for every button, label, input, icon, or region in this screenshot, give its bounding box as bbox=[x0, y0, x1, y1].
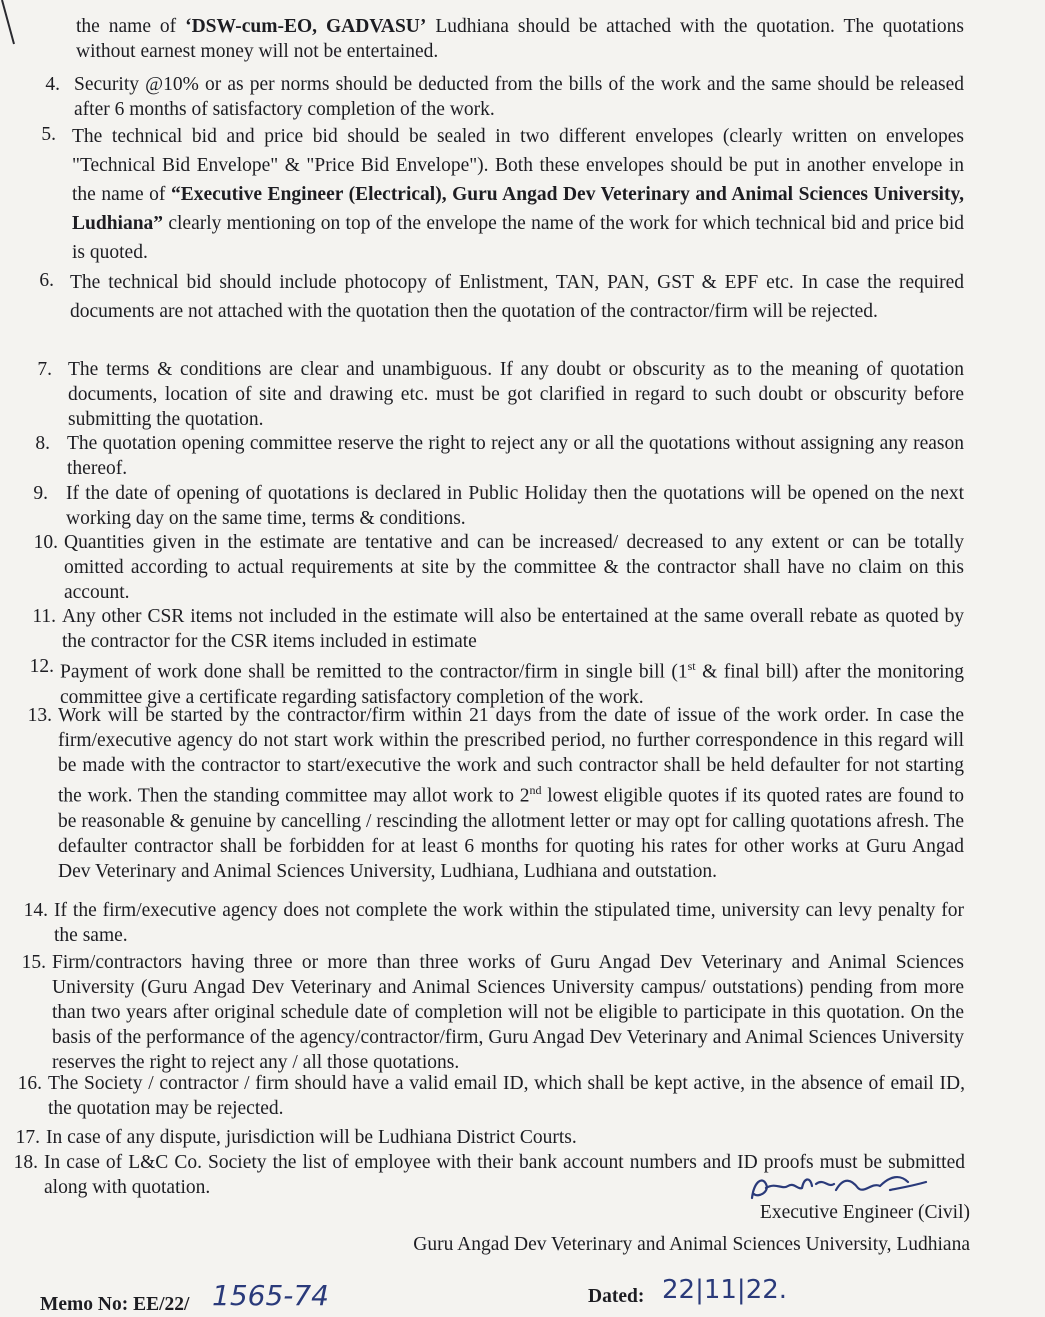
memo-label: Memo No: EE/22/ bbox=[40, 1294, 190, 1315]
list-item-number: 17. bbox=[15, 1127, 40, 1148]
list-item-number: 10. bbox=[33, 532, 58, 553]
page-fold-mark bbox=[0, 0, 30, 50]
list-item-number: 15. bbox=[21, 952, 46, 973]
item-12-superscript: st bbox=[687, 659, 696, 673]
intro-bold-name: ‘DSW-cum-EO, GADVASU’ bbox=[185, 16, 427, 37]
list-item-number: 4. bbox=[45, 74, 60, 95]
item-13-superscript: nd bbox=[529, 783, 542, 797]
list-item-number: 13. bbox=[27, 705, 52, 726]
item-13-text-start: Work will be started by the contractor/firm within 21 days from the date of issue of the work order. In case the firm/executive agency do not start work within the prescribed period, no further correspondence in this regard will be made with the contractor to start/executive the work and such contractor shall be held defaulter for not starting the work. Then the standing committee may allot work to 2 bbox=[58, 705, 964, 807]
dated-label: Dated: bbox=[588, 1286, 645, 1307]
list-item-text: If the firm/executive agency does not complete the work within the stipulated time, university can levy penalty for the same. bbox=[54, 900, 964, 946]
signatory-university: Guru Angad Dev Veterinary and Animal Sciences University, Ludhiana bbox=[413, 1234, 970, 1255]
list-item-text bbox=[60, 654, 964, 710]
list-item-text: The Society / contractor / firm should have a valid email ID, which shall be kept active, in the absence of email ID, the quotation may be rejected. bbox=[48, 1073, 965, 1119]
item-13-text-end: lowest eligible quotes if its quoted rates are found to be reasonable & genuine by cancelling / rescinding the allotment letter or may opt for calling quotations afresh. The defaulter contractor shall be forbidden for at least 6 months for quoting his rates for other works at Guru Angad Dev Veterinary and Animal Sciences University, Ludhiana, Ludhiana and outstation. bbox=[58, 785, 964, 882]
list-item-text: The quotation opening committee reserve the right to reject any or all the quotations without assigning any reason thereof. bbox=[67, 433, 964, 479]
item-5-bold-addressee: “Executive Engineer (Electrical), Guru Angad Dev Veterinary and Animal Sciences University, Ludhiana” bbox=[72, 184, 965, 234]
list-item-number: 8. bbox=[35, 433, 50, 454]
dated-value-handwritten: 22|11|22. bbox=[662, 1275, 788, 1305]
signatory-designation: Executive Engineer (Civil) bbox=[759, 1202, 970, 1223]
list-item-number: 12. bbox=[29, 656, 54, 677]
intro-text-start: the name of bbox=[76, 16, 186, 37]
list-item-number: 11. bbox=[32, 606, 56, 627]
list-item-text bbox=[58, 703, 964, 884]
item-12-text-end: & final bill) after the monitoring committee give a certificate regarding satisfactory completion of the work. bbox=[60, 661, 965, 708]
list-item-text: In case of any dispute, jurisdiction will be Ludhiana District Courts. bbox=[46, 1127, 577, 1148]
list-item-number: 7. bbox=[37, 359, 52, 380]
list-item-number: 9. bbox=[33, 483, 48, 504]
list-item-number: 16. bbox=[17, 1073, 42, 1094]
item-12-text-start: Payment of work done shall be remitted to the contractor/firm in single bill (1 bbox=[60, 661, 688, 683]
list-item-text: The technical bid should include photocopy of Enlistment, TAN, PAN, GST & EPF etc. In case the required documents are not attached with the quotation then the quotation of the contractor/firm will be rejected. bbox=[70, 272, 964, 322]
list-item-number: 18. bbox=[13, 1152, 38, 1173]
item-5-text-end: clearly mentioning on top of the envelope the name of the work for which technical bid and price bid is quoted. bbox=[72, 213, 964, 263]
list-item-number: 6. bbox=[39, 270, 54, 291]
list-item-text: Any other CSR items not included in the estimate will also be entertained at the same overall rebate as quoted by the contractor for the CSR items included in estimate bbox=[62, 606, 964, 652]
memo-number-handwritten: 1565-74 bbox=[212, 1279, 329, 1312]
item-5-text-start: The technical bid and price bid should be sealed in two different envelopes (clearly written on envelopes "Technical Bid Envelope" & "Price Bid Envelope"). Both these envelopes should be put in another envelope in the name of bbox=[72, 126, 964, 205]
list-item-text bbox=[72, 122, 964, 267]
list-item-text: Security @10% or as per norms should be deducted from the bills of the work and the same should be released after 6 months of satisfactory completion of the work. bbox=[74, 74, 964, 120]
list-item-text: In case of L&C Co. Society the list of employee with their bank account numbers and ID proofs must be submitted along with quotation. bbox=[44, 1152, 965, 1198]
list-item-text: The terms & conditions are clear and unambiguous. If any doubt or obscurity as to the meaning of quotation documents, location of site and drawing etc. must be got clarified in regard to such doubt or obscurity before submitting the quotation. bbox=[68, 359, 964, 430]
intro-text-end: Ludhiana should be attached with the quotation. The quotations without earnest money will not be entertained. bbox=[76, 16, 964, 62]
list-item-number: 5. bbox=[41, 124, 56, 145]
list-item-text: Firm/contractors having three or more than three works of Guru Angad Dev Veterinary and Animal Sciences University (Guru Angad Dev Veterinary and Animal Sciences University campus/ outstations) pending from more than two years after original schedule date of completion will not be eligible to participate in this quotation. On the basis of the performance of the agency/contractor/firm, Guru Angad Dev Veterinary and Animal Sciences University reserves the right to reject any / all those quotations. bbox=[52, 952, 964, 1073]
list-item-text: Quantities given in the estimate are tentative and can be increased/ decreased to any extent or can be totally omitted according to actual requirements at site by the committee & the contractor shall have no claim on this account. bbox=[64, 532, 964, 603]
intro-paragraph bbox=[76, 14, 964, 64]
list-item-number: 14. bbox=[23, 900, 48, 921]
list-item-text: If the date of opening of quotations is declared in Public Holiday then the quotations will be opened on the next working day on the same time, terms & conditions. bbox=[66, 483, 964, 529]
